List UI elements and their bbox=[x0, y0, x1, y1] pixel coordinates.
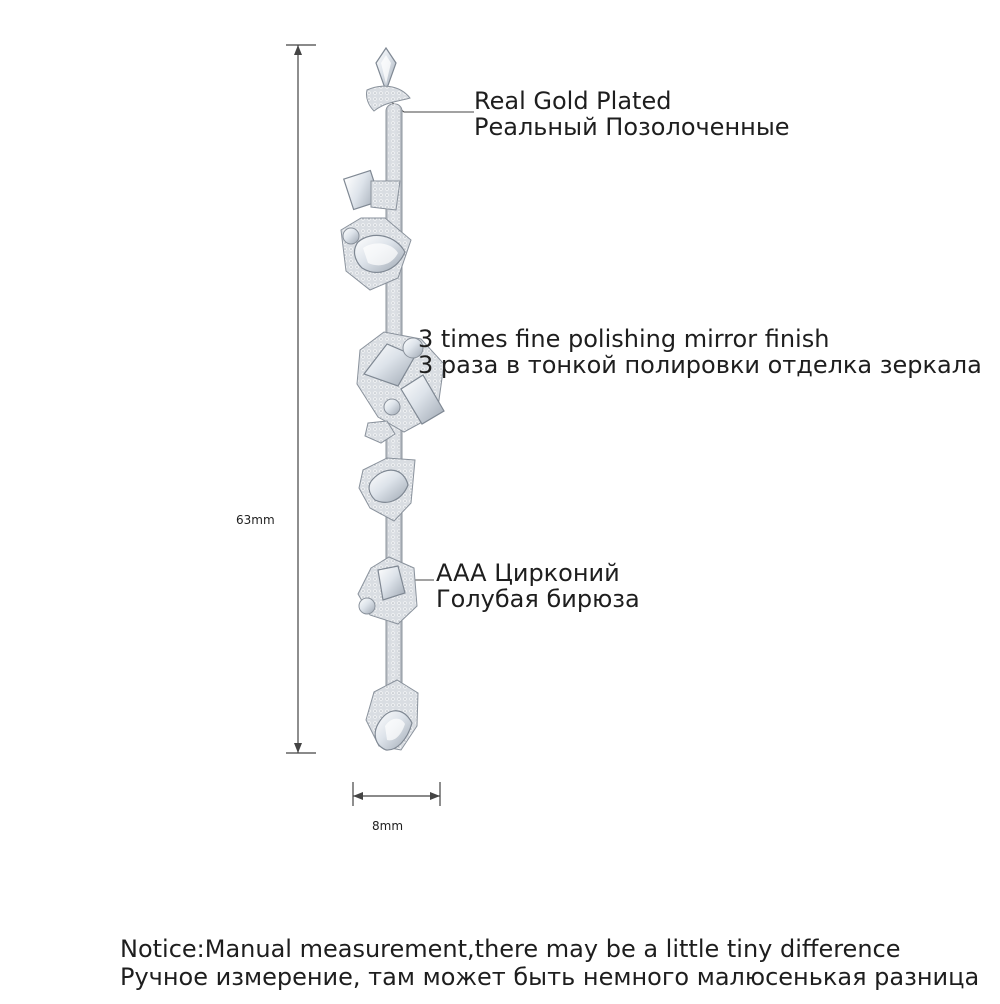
gold-plated-russian: Реальный Позолоченные bbox=[474, 113, 790, 142]
zircon-callout bbox=[436, 560, 640, 613]
notice-russian: Ручное измерение, там может быть немного малюсенькая разница bbox=[120, 962, 980, 991]
zircon-line-1: AAA Цирконий bbox=[436, 559, 620, 587]
zircon-line-2: Голубая бирюза bbox=[436, 585, 640, 614]
measurement-notice bbox=[120, 936, 979, 991]
notice-english: Notice:Manual measurement,there may be a little tiny difference bbox=[120, 935, 901, 963]
polishing-english: 3 times fine polishing mirror finish bbox=[418, 325, 830, 353]
length-measurement: 63mm bbox=[236, 513, 275, 527]
polishing-callout bbox=[418, 326, 982, 379]
gold-plated-callout bbox=[474, 88, 790, 141]
earring bbox=[341, 48, 444, 750]
polishing-russian: 3 раза в тонкой полировки отделка зеркала bbox=[418, 351, 982, 380]
width-measurement: 8mm bbox=[372, 819, 404, 833]
gold-plated-english: Real Gold Plated bbox=[474, 87, 672, 115]
